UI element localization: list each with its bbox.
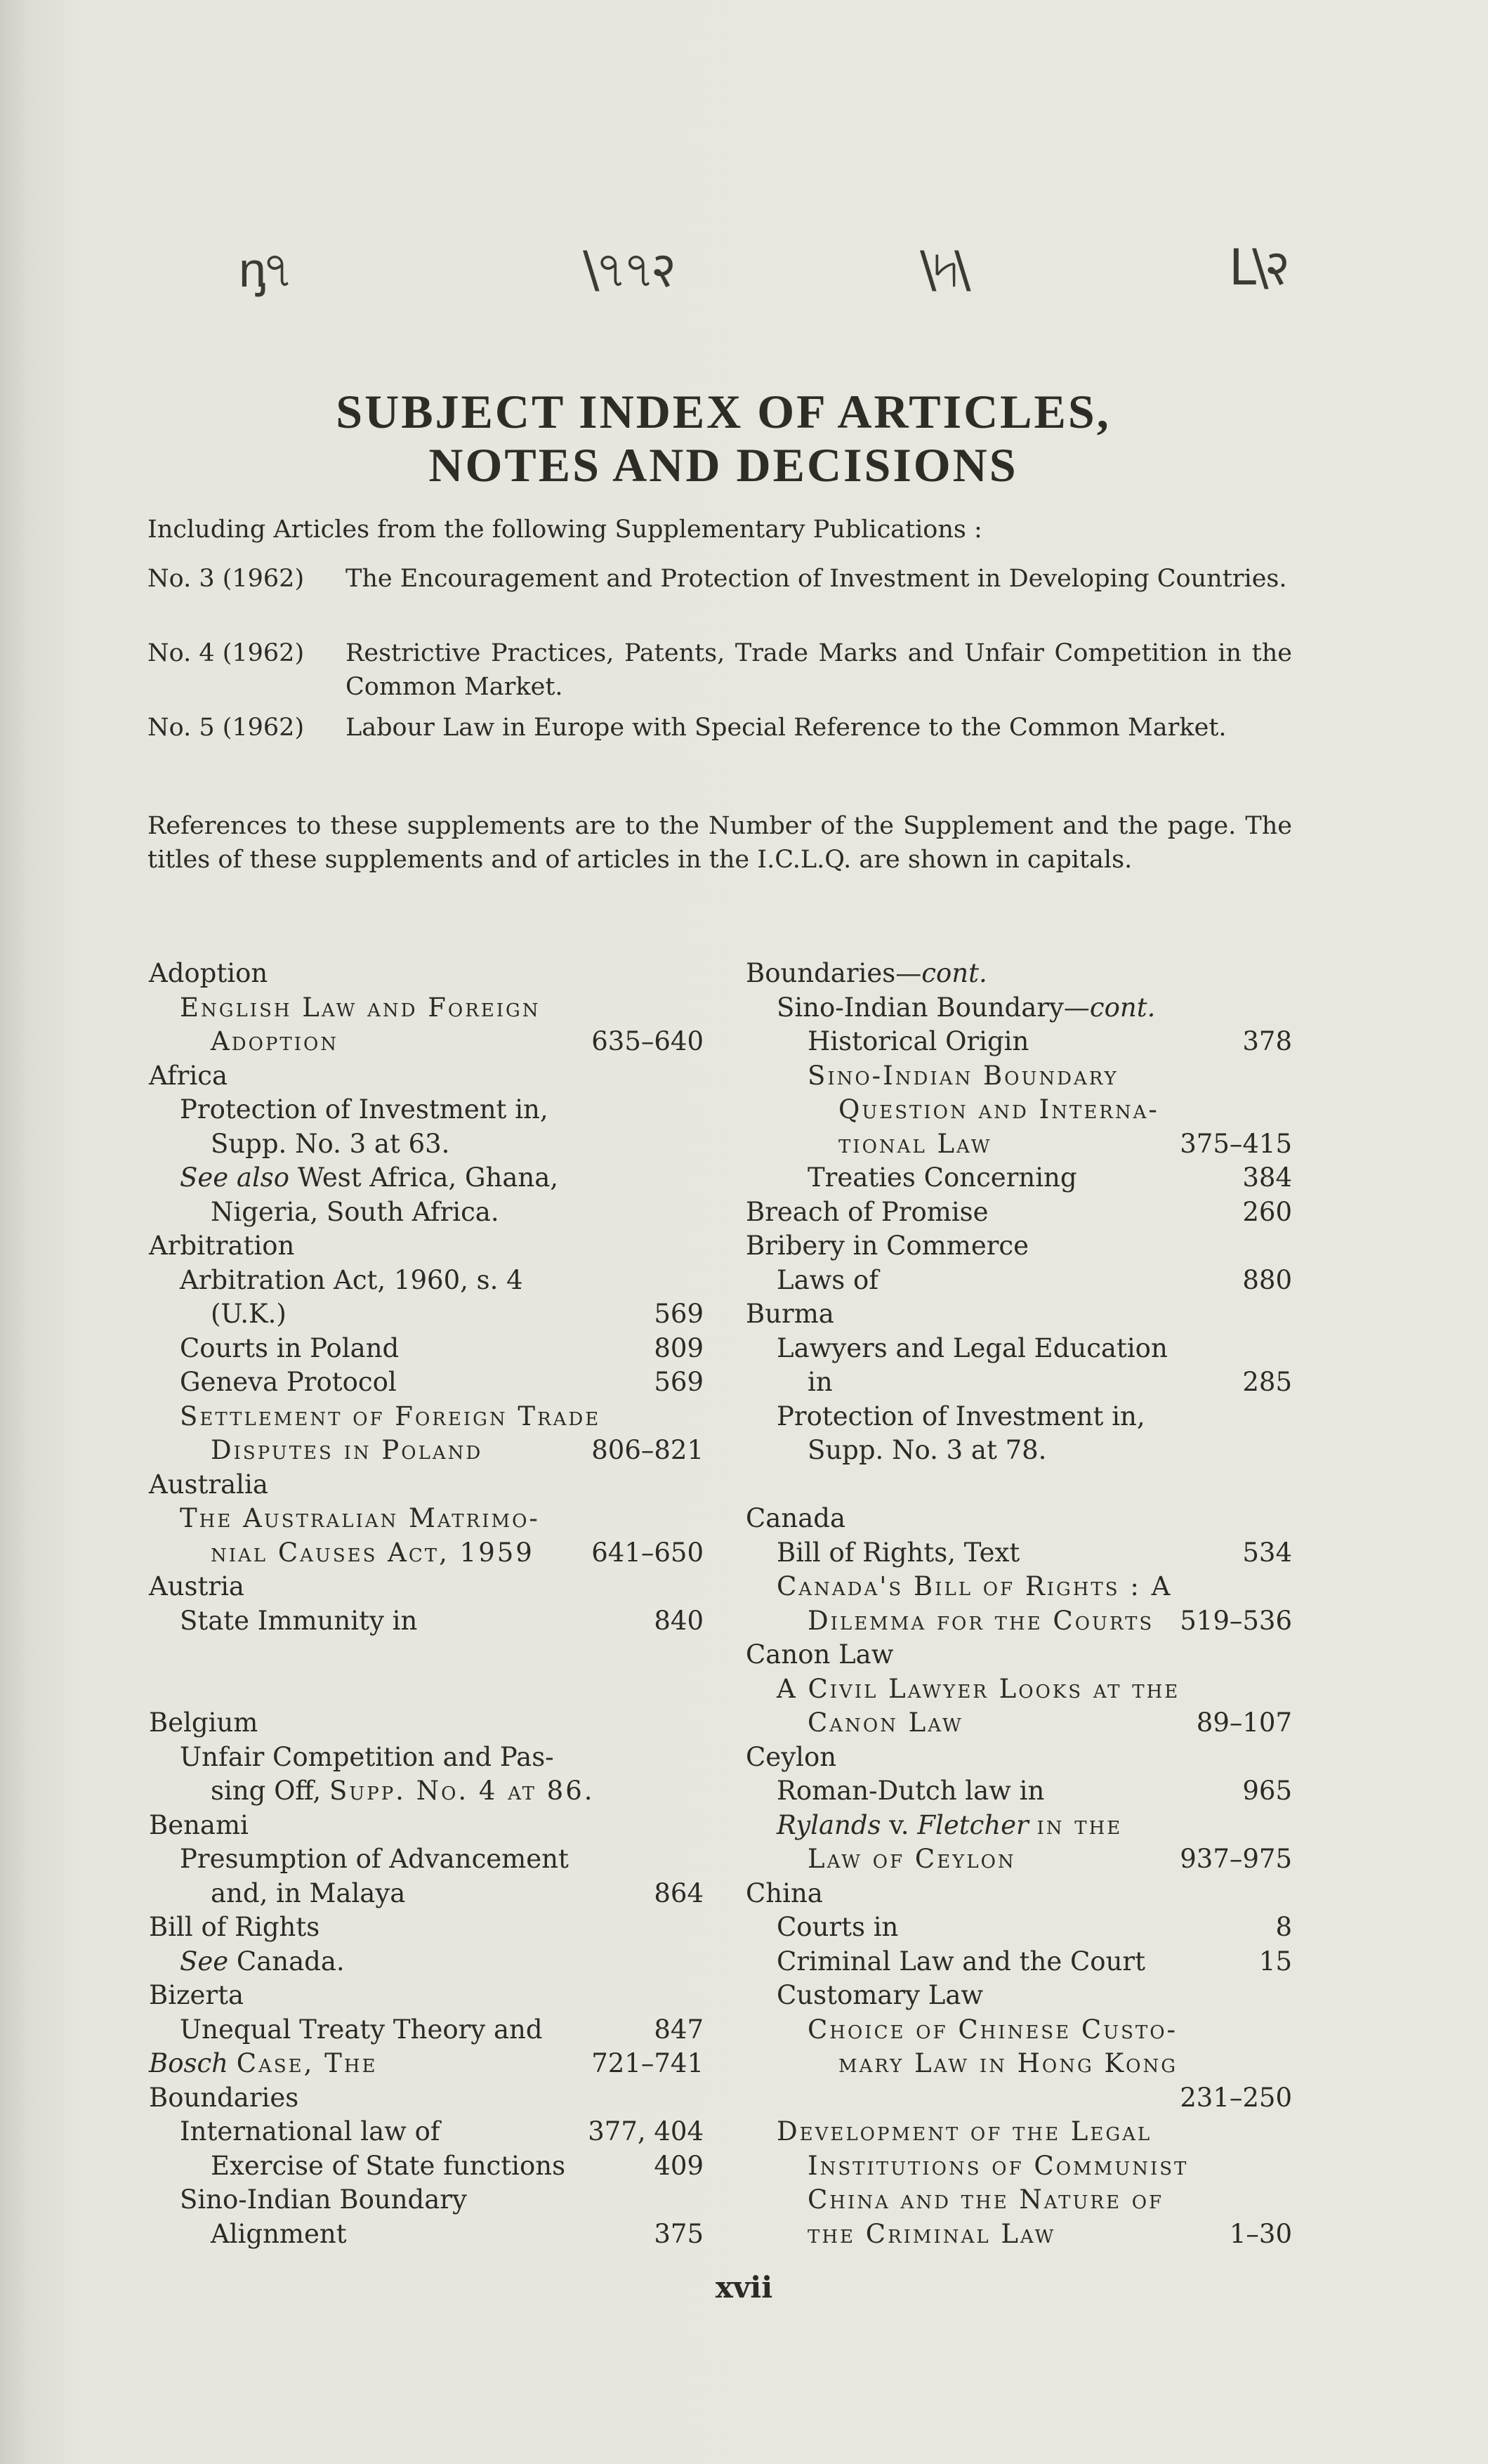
page-ref: 806–821 <box>591 1435 704 1465</box>
page-ref: 635–640 <box>591 1026 704 1056</box>
index-heading: Africa <box>149 1060 228 1091</box>
index-entry: Canada's Bill of Rights : A <box>777 1571 1173 1601</box>
supplement-entry <box>147 711 1292 745</box>
page-ref: 378 <box>1242 1026 1292 1056</box>
index-entry: nial Causes Act, 1959 641–650 <box>149 1536 704 1571</box>
index-entry: the Criminal Law 1–30 <box>746 2217 1292 2252</box>
index-entry: See Canada. <box>180 1946 345 1977</box>
page-ref: 641–650 <box>591 1537 704 1568</box>
references-note: References to these supplements are to the Number of the Supplement and the page. The titles of these supplements and of articles in the I.C.L.Q. are shown in capitals. <box>147 812 1292 874</box>
index-entry: Customary Law <box>777 1980 984 2010</box>
title-line: NOTES AND DECISIONS <box>428 438 1018 492</box>
page-title <box>140 385 1306 492</box>
handwritten-mark: \৸\ <box>920 241 967 299</box>
handwritten-mark: \৭৭२ <box>583 241 673 299</box>
page-number: xvii <box>715 2270 773 2305</box>
index-entry: Supp. No. 3 at 63. <box>211 1128 450 1159</box>
index-entry: Supp. No. 3 at 78. <box>808 1435 1047 1465</box>
index-entry: Settlement of Foreign Trade <box>180 1401 601 1431</box>
index-heading: Boundaries—cont. <box>746 958 987 988</box>
index-entry: Presumption of Advancement <box>180 1844 569 1874</box>
index-entry: tional Law 375–415 <box>746 1127 1292 1162</box>
supplement-entry <box>147 562 1292 596</box>
page-ref: 864 <box>654 1878 704 1908</box>
index-entry: Protection of Investment in, <box>180 1094 548 1125</box>
page-ref: 8 <box>1275 1912 1292 1942</box>
page-ref: 409 <box>654 2150 704 2181</box>
index-entry: Protection of Investment in, <box>777 1401 1145 1431</box>
index-entry: English Law and Foreign <box>180 992 541 1023</box>
page-ref: 384 <box>1242 1162 1292 1193</box>
page-ref: 937–975 <box>1180 1844 1292 1874</box>
index-entry: Institutions of Communist <box>808 2150 1189 2181</box>
index-entry: Historical Origin 378 <box>746 1025 1292 1059</box>
supplement-number: No. 3 (1962) <box>147 565 305 593</box>
supplement-number: No. 5 (1962) <box>147 714 305 742</box>
index-heading: Burma <box>746 1299 834 1329</box>
index-entry: International law of 377, 404 <box>149 2115 704 2149</box>
intro-text: Including Articles from the following Supplementary Publications : <box>147 516 982 544</box>
page-ref: 375–415 <box>1180 1128 1292 1159</box>
index-entry: Exercise of State functions 409 <box>149 2149 704 2184</box>
index-heading: Australia <box>149 1469 268 1500</box>
index-entry: Sino-Indian Boundary <box>180 2184 467 2215</box>
index-entry: Criminal Law and the Court 15 <box>746 1945 1292 1979</box>
supplement-number: No. 4 (1962) <box>147 639 305 667</box>
index-entry: in 285 <box>746 1365 1292 1400</box>
index-heading: Belgium <box>149 1708 258 1738</box>
index-entry: Law of Ceylon 937–975 <box>746 1842 1292 1877</box>
index-heading: Arbitration <box>149 1231 295 1261</box>
index-entry: Unfair Competition and Pas- <box>180 1741 554 1772</box>
page-ref: 569 <box>654 1367 704 1397</box>
index-entry <box>746 2081 1292 2116</box>
spacer <box>149 1638 704 1706</box>
index-column-right <box>746 957 1292 2251</box>
index-entry: Disputes in Poland 806–821 <box>149 1434 704 1468</box>
index-heading: Bill of Rights <box>149 1912 320 1942</box>
supplement-title: Restrictive Practices, Patents, Trade Marks and Unfair Competition in the Common Market. <box>345 639 1292 701</box>
page-ref: 231–250 <box>1180 2082 1292 2113</box>
index-entry: Rylands v. Fletcher in the <box>777 1809 1123 1840</box>
index-entry: Sino-Indian Boundary—cont. <box>777 992 1156 1023</box>
supplement-entry <box>147 636 1292 704</box>
index-heading: Bribery in Commerce <box>746 1231 1029 1261</box>
page-ref: 519–536 <box>1180 1605 1292 1636</box>
page-ref: 569 <box>654 1299 704 1329</box>
page-ref: 285 <box>1242 1367 1292 1397</box>
index-entry: Adoption 635–640 <box>149 1025 704 1059</box>
index-entry: Nigeria, South Africa. <box>211 1196 499 1227</box>
index-entry: Bill of Rights, Text 534 <box>746 1536 1292 1571</box>
page-ref: 847 <box>654 2014 704 2045</box>
index-entry: Courts in 8 <box>746 1911 1292 1945</box>
supplement-title: The Encouragement and Protection of Investment in Developing Countries. <box>345 565 1287 593</box>
page-ref: 89–107 <box>1196 1708 1292 1738</box>
index-entry: The Australian Matrimo- <box>180 1503 540 1533</box>
page-ref: 377, 404 <box>588 2116 704 2147</box>
index-entry: Geneva Protocol 569 <box>149 1365 704 1400</box>
page-ref: 809 <box>654 1332 704 1363</box>
index-entry: See also West Africa, Ghana, <box>180 1162 559 1193</box>
page-ref: 1–30 <box>1229 2218 1292 2249</box>
index-entry: Dilemma for the Courts 519–536 <box>746 1604 1292 1639</box>
index-entry: Canon Law 89–107 <box>746 1706 1292 1741</box>
spacer <box>746 1468 1292 1502</box>
index-heading: China <box>746 1878 823 1908</box>
index-heading: Bosch Case, The 721–741 <box>149 2047 704 2081</box>
index-entry: Question and Interna- <box>838 1094 1159 1125</box>
page-ref: 840 <box>654 1605 704 1636</box>
index-entry: Sino-Indian Boundary <box>808 1060 1119 1091</box>
supplement-title: Labour Law in Europe with Special Reference to the Common Market. <box>345 714 1227 742</box>
index-heading: Canon Law <box>746 1639 894 1670</box>
index-entry: sing Off, Supp. No. 4 at 86. <box>211 1776 595 1806</box>
index-entry: Treaties Concerning 384 <box>746 1161 1292 1195</box>
index-heading: Boundaries <box>149 2082 299 2113</box>
page-ref: 880 <box>1242 1264 1292 1295</box>
index-heading: Ceylon <box>746 1741 837 1772</box>
index-entry: Unequal Treaty Theory and 847 <box>149 2013 704 2047</box>
title-line: SUBJECT INDEX OF ARTICLES, <box>336 385 1111 438</box>
index-entry: China and the Nature of <box>808 2184 1164 2215</box>
index-entry: A Civil Lawyer Looks at the <box>777 1673 1180 1704</box>
handwritten-mark: ᶇ৭ <box>239 241 290 299</box>
page-ref: 15 <box>1258 1946 1292 1977</box>
index-entry: Courts in Poland 809 <box>149 1332 704 1366</box>
index-heading: Canada <box>746 1503 846 1533</box>
index-entry: Alignment 375 <box>149 2217 704 2252</box>
handwritten-mark: L\२ <box>1229 239 1286 296</box>
index-heading: Benami <box>149 1809 249 1840</box>
index-entry: Choice of Chinese Custo- <box>808 2014 1178 2045</box>
index-entry: Arbitration Act, 1960, s. 4 <box>180 1264 523 1295</box>
index-entry: Roman-Dutch law in 965 <box>746 1774 1292 1809</box>
index-entry: State Immunity in 840 <box>149 1604 704 1639</box>
index-entry: Laws of 880 <box>746 1264 1292 1298</box>
index-entry: (U.K.) 569 <box>149 1297 704 1332</box>
page-ref: 721–741 <box>591 2048 704 2078</box>
index-column-left <box>149 957 704 2251</box>
index-entry: and, in Malaya 864 <box>149 1877 704 1911</box>
index-heading: Breach of Promise 260 <box>746 1195 1292 1230</box>
index-entry: Development of the Legal <box>777 2116 1152 2147</box>
index-heading: Austria <box>149 1571 244 1601</box>
page-ref: 375 <box>654 2218 704 2249</box>
index-entry: Lawyers and Legal Education <box>777 1332 1168 1363</box>
page-ref: 534 <box>1242 1537 1292 1568</box>
index-heading: Adoption <box>149 958 268 988</box>
page-ref: 260 <box>1242 1196 1292 1227</box>
index-entry: mary Law in Hong Kong <box>838 2048 1178 2078</box>
index-heading: Bizerta <box>149 1980 244 2010</box>
page-ref: 965 <box>1242 1776 1292 1806</box>
